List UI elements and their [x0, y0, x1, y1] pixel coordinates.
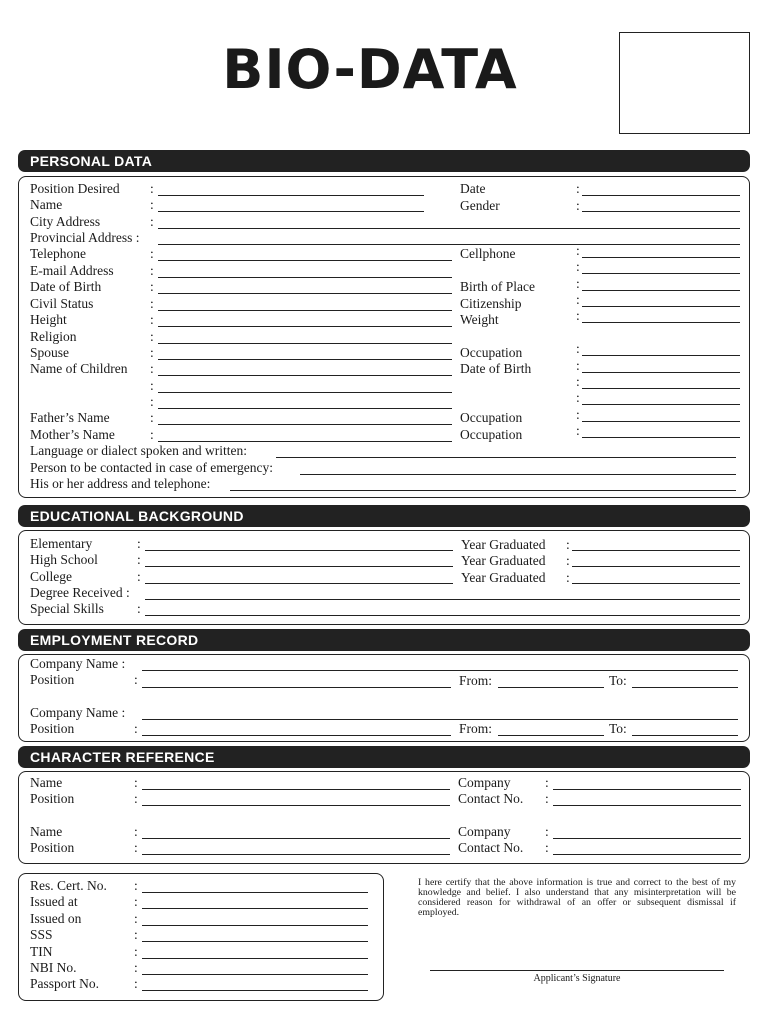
label-gender: Gender [460, 198, 500, 213]
colon: : [137, 536, 141, 551]
position-field-2[interactable] [142, 735, 451, 736]
child-name-field[interactable] [158, 392, 452, 393]
label-company-name-1: Company Name : [30, 656, 126, 671]
to-field-2[interactable] [632, 735, 738, 736]
colon: : [134, 960, 138, 975]
colon: : [576, 374, 580, 389]
elementary-year-field[interactable] [572, 550, 740, 551]
label-to-2: To: [609, 721, 627, 736]
child-dob-field[interactable] [582, 372, 740, 373]
label-name-of-children: Name of Children [30, 361, 128, 376]
elementary-field[interactable] [145, 550, 453, 551]
colon: : [134, 672, 138, 687]
reference-panel [18, 771, 750, 864]
colon: : [576, 390, 580, 405]
religion-field[interactable] [158, 343, 452, 344]
page-title: BIO-DATA [222, 38, 518, 101]
colon: : [566, 537, 570, 552]
colon: : [134, 944, 138, 959]
label-provincial-address: Provincial Address : [30, 230, 140, 245]
label-language: Language or dialect spoken and written: [30, 443, 248, 458]
colon: : [576, 341, 580, 356]
label-college: College [30, 569, 72, 584]
colon: : [576, 292, 580, 307]
colon: : [137, 552, 141, 567]
colon: : [134, 824, 138, 839]
position-field-1[interactable] [142, 687, 451, 688]
label-spouse-occupation: Occupation [460, 345, 523, 360]
label-nbi-no: NBI No. [30, 960, 77, 975]
colon: : [150, 312, 154, 327]
child-name-field[interactable] [158, 408, 452, 409]
provincial-address-field[interactable] [158, 244, 740, 245]
company-name-field-1[interactable] [142, 670, 738, 671]
reference-company-field-1[interactable] [553, 789, 741, 790]
date-field[interactable] [582, 195, 740, 196]
cellphone-field[interactable] [582, 257, 740, 258]
label-year-graduated-elementary: Year Graduated [461, 537, 546, 552]
label-from-2: From: [459, 721, 493, 736]
tin-field[interactable] [142, 958, 368, 959]
date-of-birth-field[interactable] [158, 293, 452, 294]
degree-received-field[interactable] [145, 599, 740, 600]
colon: : [134, 911, 138, 926]
colon: : [134, 840, 138, 855]
sss-field[interactable] [142, 941, 368, 942]
weight-field[interactable] [582, 322, 740, 323]
label-date-of-birth: Date of Birth [30, 279, 102, 294]
label-year-graduated-high-school: Year Graduated [461, 553, 546, 568]
label-emergency-address: His or her address and telephone: [30, 476, 211, 491]
to-field-1[interactable] [632, 687, 738, 688]
employment-panel [18, 654, 750, 742]
civil-status-field[interactable] [158, 310, 452, 311]
label-reference-name-2: Name [30, 824, 63, 839]
colon: : [150, 197, 154, 212]
child-name-field[interactable] [158, 375, 452, 376]
label-res-cert-no: Res. Cert. No. [30, 878, 107, 893]
colon: : [150, 361, 154, 376]
label-email: E-mail Address [30, 263, 114, 278]
reference-contact-field-2[interactable] [553, 854, 741, 855]
colon: : [150, 378, 154, 393]
label-company-name-2: Company Name : [30, 705, 126, 720]
from-field-1[interactable] [498, 687, 604, 688]
label-father-occupation: Occupation [460, 410, 523, 425]
label-tin: TIN [30, 944, 53, 959]
reference-contact-field-1[interactable] [553, 805, 741, 806]
label-position-desired: Position Desired [30, 181, 120, 196]
colon: : [150, 279, 154, 294]
college-year-field[interactable] [572, 583, 740, 584]
colon: : [150, 410, 154, 425]
colon: : [134, 878, 138, 893]
label-issued-at: Issued at [30, 894, 78, 909]
colon: : [150, 263, 154, 278]
label-name: Name [30, 197, 63, 212]
colon: : [150, 394, 154, 409]
signature-label: Applicant’s Signature [533, 973, 621, 984]
colon: : [576, 308, 580, 323]
label-high-school: High School [30, 552, 98, 567]
section-header-character-reference: CHARACTER REFERENCE [18, 746, 750, 768]
label-position-1: Position [30, 672, 75, 687]
college-field[interactable] [145, 583, 453, 584]
colon: : [576, 243, 580, 258]
colon: : [134, 976, 138, 991]
certification-text: I here certify that the above information is true and correct to the best of my knowledge and belief. I also understand that any misinterpretation will be considered reason for withdrawal of an offer or subsequent dismissal if employed. [418, 877, 736, 918]
colon: : [134, 721, 138, 736]
label-from-1: From: [459, 673, 493, 688]
label-citizenship: Citizenship [460, 296, 522, 311]
label-reference-position-1: Position [30, 791, 75, 806]
section-header-personal-data: PERSONAL DATA [18, 150, 750, 172]
child-dob-field[interactable] [582, 404, 740, 405]
label-degree-received: Degree Received : [30, 585, 130, 600]
label-elementary: Elementary [30, 536, 93, 551]
colon: : [150, 296, 154, 311]
height-field[interactable] [158, 326, 452, 327]
gender-field[interactable] [582, 211, 740, 212]
label-height: Height [30, 312, 67, 327]
label-year-graduated-college: Year Graduated [461, 570, 546, 585]
issued-on-field[interactable] [142, 925, 368, 926]
name-field[interactable] [158, 211, 424, 212]
high-school-year-field[interactable] [572, 566, 740, 567]
colon: : [566, 570, 570, 585]
label-civil-status: Civil Status [30, 296, 94, 311]
label-reference-company-2: Company [458, 824, 511, 839]
colon: : [150, 246, 154, 261]
reference-name-field-2[interactable] [142, 838, 450, 839]
label-telephone: Telephone [30, 246, 87, 261]
label-birth-place: Birth of Place [460, 279, 535, 294]
label-spouse: Spouse [30, 345, 70, 360]
label-reference-position-2: Position [30, 840, 75, 855]
colon: : [576, 259, 580, 274]
colon: : [150, 214, 154, 229]
education-panel [18, 530, 750, 625]
label-sss: SSS [30, 927, 53, 942]
colon: : [134, 791, 138, 806]
label-weight: Weight [460, 312, 499, 327]
mother-occupation-field[interactable] [582, 437, 740, 438]
label-reference-company-1: Company [458, 775, 511, 790]
colon: : [576, 423, 580, 438]
colon: : [566, 553, 570, 568]
language-field[interactable] [276, 457, 736, 458]
reference-position-field-2[interactable] [142, 854, 450, 855]
colon: : [545, 775, 549, 790]
birth-place-field[interactable] [582, 290, 740, 291]
citizenship-field[interactable] [582, 306, 740, 307]
from-field-2[interactable] [498, 735, 604, 736]
label-special-skills: Special Skills [30, 601, 104, 616]
label-city-address: City Address [30, 214, 101, 229]
nbi-no-field[interactable] [142, 974, 368, 975]
label-fathers-name: Father’s Name [30, 410, 110, 425]
section-header-employment-record: EMPLOYMENT RECORD [18, 629, 750, 651]
colon: : [150, 427, 154, 442]
label-mothers-name: Mother’s Name [30, 427, 115, 442]
colon: : [576, 407, 580, 422]
position-desired-field[interactable] [158, 195, 424, 196]
issued-at-field[interactable] [142, 908, 368, 909]
colon: : [545, 791, 549, 806]
fathers-name-field[interactable] [158, 424, 452, 425]
colon: : [576, 276, 580, 291]
res-cert-no-field[interactable] [142, 892, 368, 893]
label-reference-name-1: Name [30, 775, 63, 790]
colon: : [576, 181, 580, 196]
telephone-field[interactable] [158, 260, 452, 261]
colon: : [545, 824, 549, 839]
high-school-field[interactable] [145, 566, 453, 567]
reference-name-field-1[interactable] [142, 789, 450, 790]
spouse-field[interactable] [158, 359, 452, 360]
mothers-name-field[interactable] [158, 441, 452, 442]
label-to-1: To: [609, 673, 627, 688]
email-field[interactable] [158, 277, 452, 278]
label-child-date-of-birth: Date of Birth [460, 361, 532, 376]
reference-company-field-2[interactable] [553, 838, 741, 839]
colon: : [150, 181, 154, 196]
emergency-contact-field[interactable] [300, 474, 736, 475]
label-mother-occupation: Occupation [460, 427, 523, 442]
colon: : [150, 345, 154, 360]
colon: : [134, 775, 138, 790]
child-dob-field[interactable] [582, 388, 740, 389]
colon: : [134, 894, 138, 909]
emergency-address-field[interactable] [230, 490, 736, 491]
label-reference-contact-2: Contact No. [458, 840, 524, 855]
photo-box[interactable] [619, 32, 750, 134]
city-address-field[interactable] [158, 228, 740, 229]
label-religion: Religion [30, 329, 77, 344]
special-skills-field[interactable] [145, 615, 740, 616]
label-issued-on: Issued on [30, 911, 82, 926]
colon: : [137, 569, 141, 584]
colon: : [150, 329, 154, 344]
colon: : [134, 927, 138, 942]
label-date: Date [460, 181, 486, 196]
father-occupation-field[interactable] [582, 421, 740, 422]
spouse-occupation-field[interactable] [582, 355, 740, 356]
colon: : [576, 358, 580, 373]
colon: : [576, 198, 580, 213]
cellphone-field-2[interactable] [582, 273, 740, 274]
label-position-2: Position [30, 721, 75, 736]
reference-position-field-1[interactable] [142, 805, 450, 806]
colon: : [137, 601, 141, 616]
colon: : [545, 840, 549, 855]
label-cellphone: Cellphone [460, 246, 516, 261]
passport-no-field[interactable] [142, 990, 368, 991]
label-emergency-contact: Person to be contacted in case of emergency: [30, 460, 274, 475]
section-header-educational-background: EDUCATIONAL BACKGROUND [18, 505, 750, 527]
label-passport-no: Passport No. [30, 976, 100, 991]
signature-field[interactable] [430, 970, 724, 971]
company-name-field-2[interactable] [142, 719, 738, 720]
label-reference-contact-1: Contact No. [458, 791, 524, 806]
